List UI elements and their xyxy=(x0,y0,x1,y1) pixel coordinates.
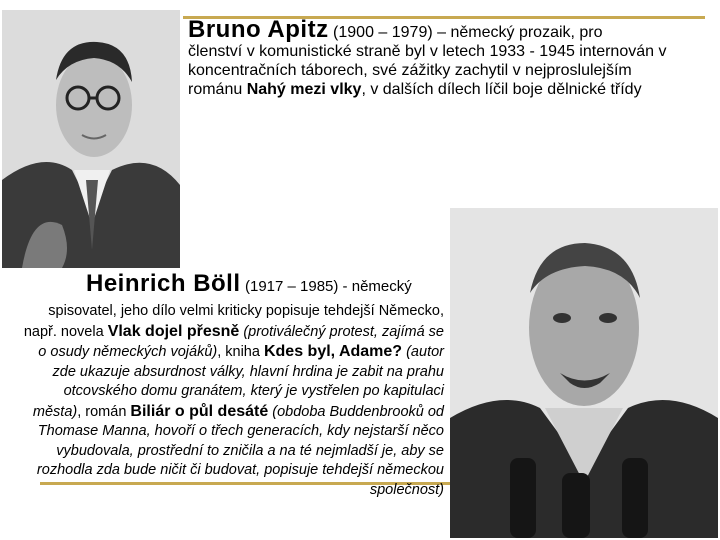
boll-work-vlak: Vlak dojel přesně xyxy=(107,322,240,340)
boll-text-1: spisovatel, jeho dílo velmi kriticky popisuje tehdejší Německo, např. novela xyxy=(23,303,444,340)
portrait-bruno-apitz xyxy=(2,10,180,268)
boll-work-biliar: Biliár o půl desáté xyxy=(130,402,269,420)
boll-text-5: , román xyxy=(77,403,131,420)
boll-text-2: (protiválečný protest, zajímá se o osudy německých vojáků) xyxy=(38,323,444,360)
portrait-apitz-drawing xyxy=(2,10,180,268)
boll-name: Heinrich Böll xyxy=(86,270,241,297)
boll-dates: (1917 – 1985) - německý xyxy=(244,278,412,295)
apitz-name: Bruno Apitz xyxy=(188,16,329,43)
boll-text-6: (obdoba Buddenbrooků od Thomase Manna, hovoří o třech generacích, kdy nejstarší něco vybudovala, prostřední to zničila a na té nejmladší je, aby se rozhodla zda bude ničit či budovat, popisuje tehdejší německou společnost) xyxy=(36,403,444,498)
apitz-text-1: členství v komunistické straně byl v letech 1933 - 1945 internován v koncentračních táborech, své zážitky zachytil v nejproslulejším románu xyxy=(188,43,667,98)
boll-paragraph xyxy=(14,302,444,500)
portrait-boll-drawing xyxy=(450,208,718,538)
apitz-dates: (1900 – 1979) – německý prozaik, pro xyxy=(333,24,603,41)
apitz-paragraph xyxy=(188,16,680,99)
boll-text-4: (autor zde ukazuje absurdnost války, hlavní hrdina je zabit na prahu otcovského domu granátem, který je vystřelen po kapitulaci města) xyxy=(32,344,444,420)
boll-text-3: , kniha xyxy=(217,344,264,360)
apitz-text-2: , v dalších dílech líčil boje dělnické třídy xyxy=(361,81,642,98)
portrait-heinrich-boll xyxy=(450,208,718,538)
apitz-novel: Nahý mezi vlky xyxy=(246,81,362,98)
boll-work-adame: Kdes byl, Adame? xyxy=(263,343,403,360)
boll-heading xyxy=(86,270,450,298)
